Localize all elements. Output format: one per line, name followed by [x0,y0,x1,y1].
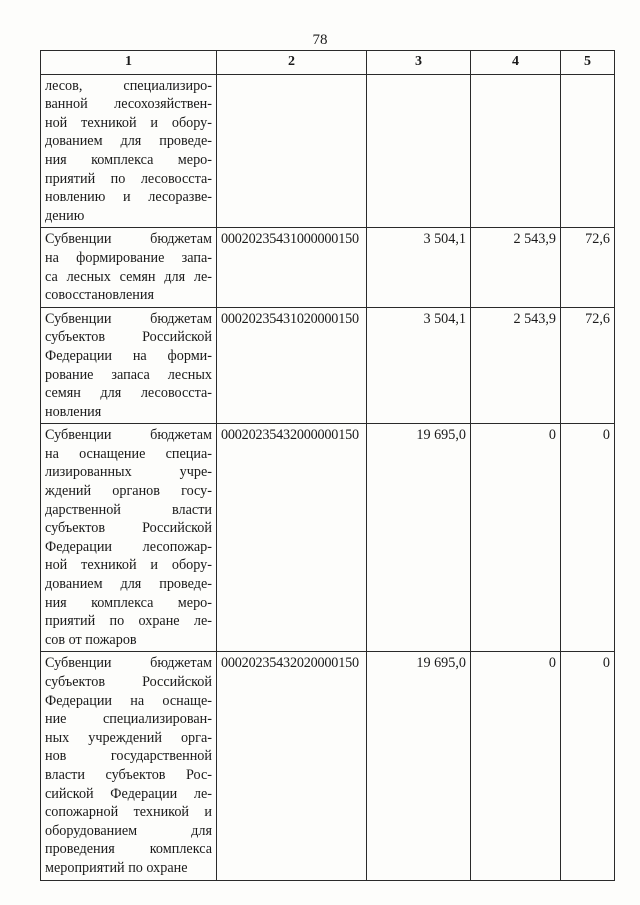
description-line: лесов, специализиро- [45,77,212,94]
description-line: Федерации на форми- [45,347,212,364]
amount-col4-cell: 2 543,9 [471,228,561,307]
description-line: субъектов Российской [45,520,212,537]
budget-table-container [40,50,614,876]
description-line: Субвенции бюджетам [45,310,212,327]
row-description [41,424,217,652]
budget-code-cell: 00020235431000000150 [217,228,367,307]
column-header: 3 [367,51,471,75]
description-line: дованием для проведе- [45,133,212,150]
description-line: оборудованием для [45,822,212,839]
description-line: приятий по охране ле- [45,613,212,630]
description-line: рование запаса лесных [45,366,212,383]
budget-code-cell: 00020235431020000150 [217,307,367,424]
description-line: совосстановления [45,287,154,304]
description-line: Субвенции бюджетам [45,427,212,444]
percent-col5-cell [561,74,615,228]
description-line: сийской Федерации ле- [45,785,212,802]
row-description [41,74,217,228]
description-line: Субвенции бюджетам [45,231,212,248]
percent-col5-cell: 72,6 [561,307,615,424]
description-line: субъектов Российской [45,674,212,690]
column-header: 2 [217,51,367,75]
page-number: 78 [312,32,328,48]
budget-code-cell: 00020235432020000150 [217,652,367,880]
description-line: ных учреждений орга- [45,729,212,746]
description-line: проведения комплекса [45,841,212,858]
amount-col3-cell: 3 504,1 [367,307,471,424]
description-line: на формирование запа- [45,249,212,266]
description-line: ждений органов госу- [45,483,212,500]
amount-col4-cell: 2 543,9 [471,307,561,424]
description-line: семян для лесовосста- [45,385,212,402]
row-description [41,652,217,880]
percent-col5-cell: 0 [561,652,615,880]
description-line: ной техникой и обору- [45,114,212,131]
description-line: дованием для проведе- [45,576,212,593]
description-line: сов от пожаров [45,631,137,648]
description-line: ния комплекса меро- [45,594,212,611]
table-row [41,228,615,307]
description-line: са лесных семян для ле- [45,268,212,285]
amount-col4-cell: 0 [471,652,561,880]
row-description [41,307,217,424]
description-line: дарственной власти [45,501,212,518]
table-header-row [41,51,615,75]
amount-col3-cell [367,74,471,228]
description-line: новлению и лесоразве- [45,189,212,206]
description-line: ванной лесохозяйствен- [45,96,212,113]
description-line: мероприятий по охране [45,859,188,876]
column-header: 1 [41,51,217,75]
description-line: сопожарной техникой и [45,804,212,821]
description-line: ние специализирован- [45,711,212,728]
amount-col4-cell: 0 [471,424,561,652]
description-line: нов государственной [45,748,212,765]
table-row [41,652,615,880]
description-line: Федерации лесопожар- [45,538,212,555]
description-line: приятий по лесовосста- [45,170,212,187]
budget-table [40,50,615,881]
description-line: Субвенции бюджетам [45,655,212,672]
budget-code-cell [217,74,367,228]
budget-code-cell: 00020235432000000150 [217,424,367,652]
amount-col4-cell [471,74,561,228]
description-line: субъектов Российской [45,329,212,346]
description-line: лизированных учре- [45,464,212,481]
amount-col3-cell: 3 504,1 [367,228,471,307]
description-line: власти субъектов Рос- [45,766,212,783]
table-row [41,307,615,424]
description-line: Федерации на оснаще- [45,692,212,709]
table-row [41,424,615,652]
description-line: дению [45,207,85,224]
column-header: 5 [561,51,615,75]
percent-col5-cell: 72,6 [561,228,615,307]
table-row [41,74,615,228]
description-line: ния комплекса меро- [45,151,212,168]
row-description [41,228,217,307]
percent-col5-cell: 0 [561,424,615,652]
description-line: ной техникой и обору- [45,557,212,574]
amount-col3-cell: 19 695,0 [367,424,471,652]
column-header: 4 [471,51,561,75]
amount-col3-cell: 19 695,0 [367,652,471,880]
description-line: новления [45,403,102,420]
table-body [41,74,615,880]
description-line: на оснащение специа- [45,445,212,462]
